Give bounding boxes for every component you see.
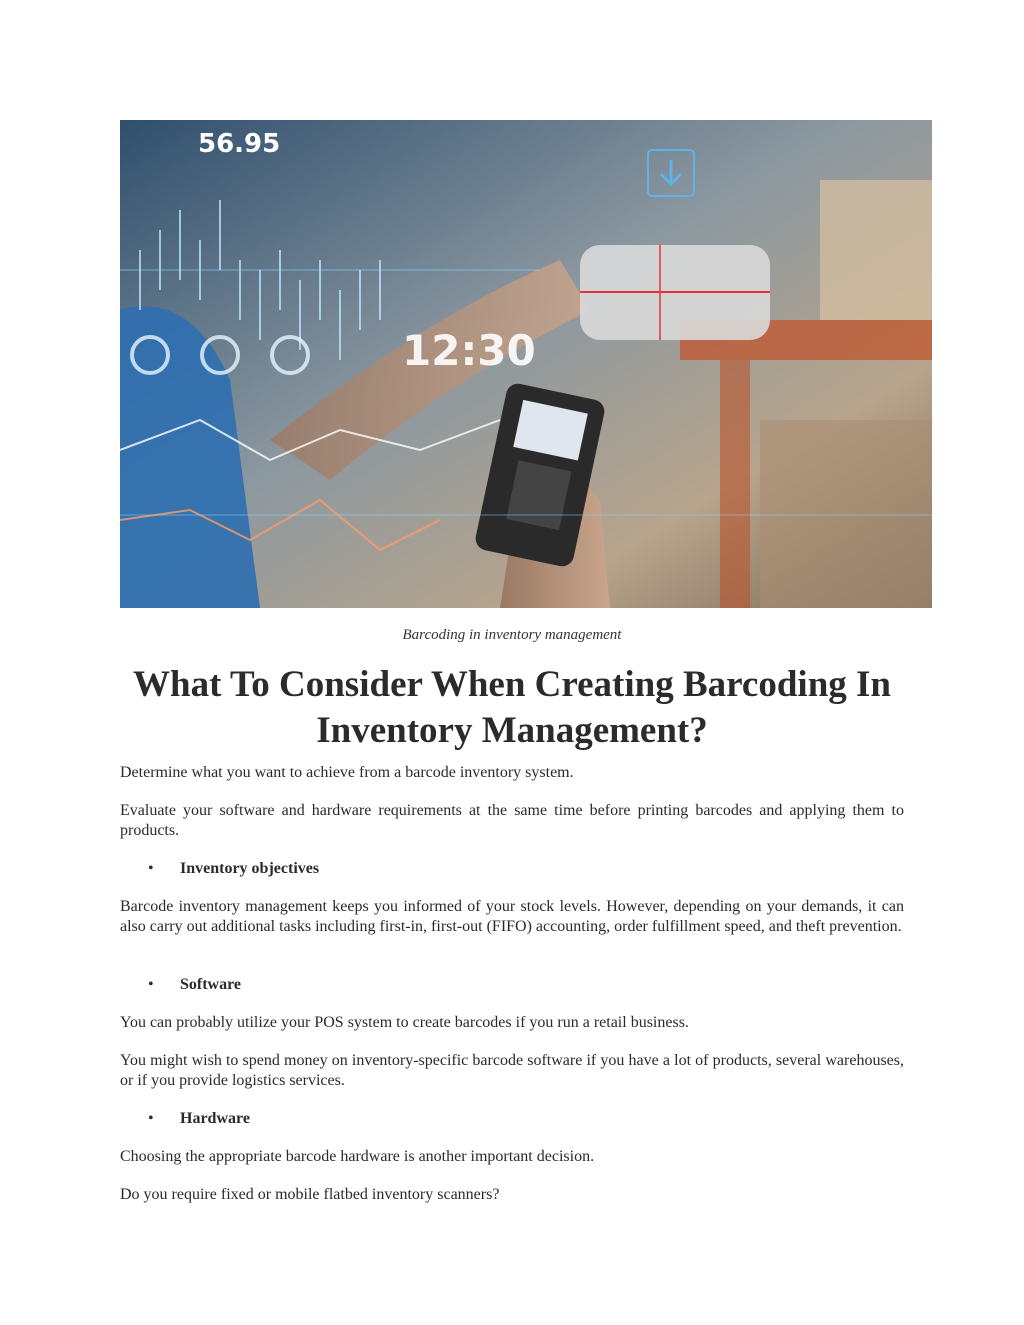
paragraph-requirements: Evaluate your software and hardware requirements at the same time before printing barcodes and applying them to products.: [120, 802, 904, 839]
paragraph-hardware-choice: Choosing the appropriate barcode hardware is another important decision.: [120, 1148, 595, 1165]
overlay-number-top: 56.95: [198, 129, 281, 159]
bullet-label: Inventory objectives: [180, 860, 320, 877]
hero-image: [120, 120, 932, 608]
bullet-dot: •: [148, 860, 154, 877]
paragraph-pos: You can probably utilize your POS system to create barcodes if you run a retail business.: [120, 1014, 689, 1031]
paragraph-goal: Determine what you want to achieve from a barcode inventory system.: [120, 764, 574, 781]
paragraph-software-spend: You might wish to spend money on inventory-specific barcode software if you have a lot of products, several warehouses, or if you provide logistics services.: [120, 1052, 904, 1089]
bullet-label: Hardware: [180, 1110, 250, 1127]
image-caption: Barcoding in inventory management: [402, 627, 622, 643]
bullet-dot: •: [148, 976, 154, 993]
page-title: What To Consider When Creating Barcoding In Inventory Management?: [133, 664, 891, 751]
bullet-dot: •: [148, 1110, 154, 1127]
overlay-number-time: 12:30: [402, 326, 536, 375]
paragraph-scanners: Do you require fixed or mobile flatbed inventory scanners?: [120, 1186, 500, 1203]
bullet-label: Software: [180, 976, 242, 993]
paragraph-objectives: Barcode inventory management keeps you informed of your stock levels. However, depending on your demands, it can also carry out additional tasks including first-in, first-out (FIFO) accounting, order fulfillment speed, and theft prevention.: [120, 898, 904, 935]
